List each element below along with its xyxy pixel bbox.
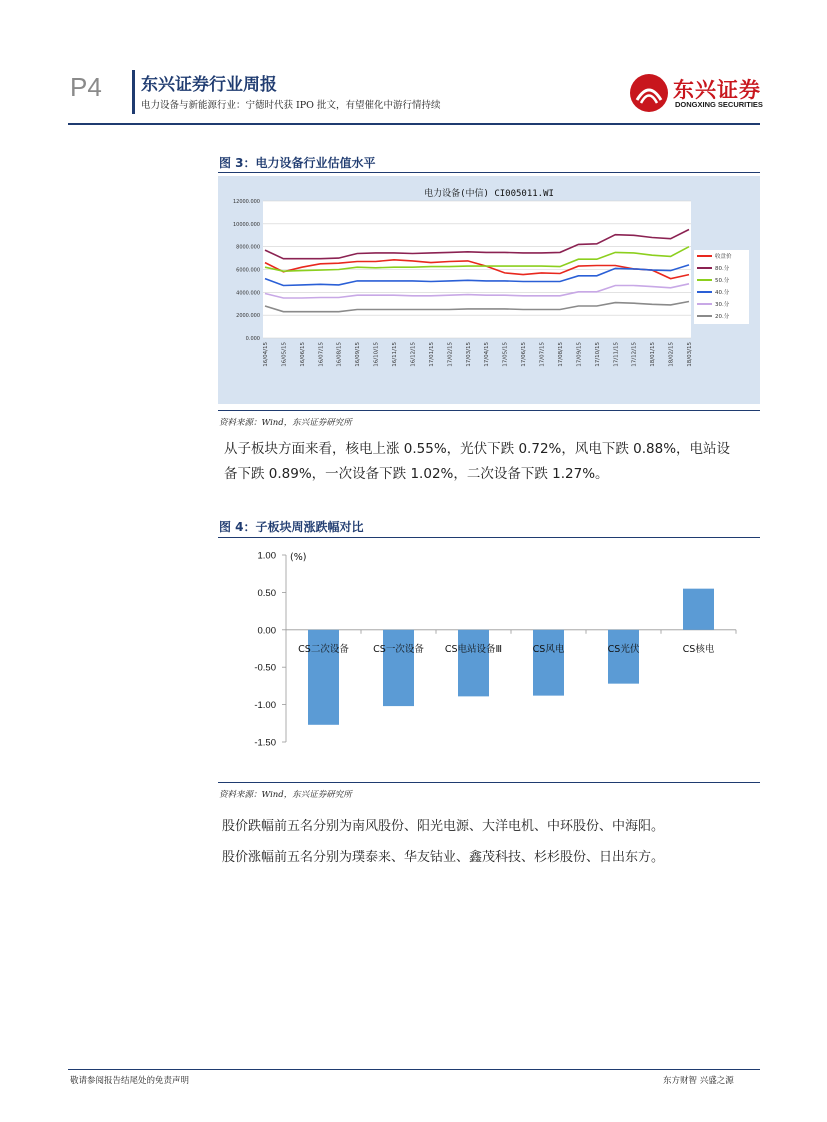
figure4-y-tick-label: -0.50 [254, 662, 276, 674]
page-number: P4 [70, 72, 102, 102]
figure4-y-tick-label: -1.50 [254, 737, 276, 749]
figure3-x-tick-label: 17/02/15 [447, 342, 454, 367]
figure3-x-tick-label: 17/12/15 [631, 342, 638, 367]
figure3-line-chart [218, 176, 760, 404]
figure3-y-tick-label: 0.000 [245, 336, 260, 342]
figure3-x-tick-label: 18/01/15 [650, 342, 657, 367]
figure4-y-tick-label: -1.00 [254, 700, 276, 712]
figure4-bar [608, 630, 639, 684]
logo-text: 东兴证券 [673, 78, 761, 102]
figure4-bar [683, 589, 714, 630]
paragraph-2: 股价跌幅前五名分别为南风股份、阳光电源、大洋电机、中环股份、中海阳。 [222, 819, 665, 834]
figure3-x-tick-label: 18/02/15 [668, 342, 675, 367]
figure4-category-label: CS核电 [682, 643, 715, 655]
figure4-category-label: CS二次设备 [298, 643, 349, 655]
figure3-x-tick-label: 17/09/15 [576, 342, 583, 367]
figure3-legend-label: 30.分 [715, 302, 730, 308]
footer-disclaimer: 敬请参阅报告结尾处的免责声明 [70, 1076, 190, 1086]
figure3-caption: 图 3：电力设备行业估值水平 [219, 156, 376, 170]
figure3-x-tick-label: 16/06/15 [299, 342, 306, 367]
figure4-top-rule [218, 537, 760, 538]
figure4-category-label: CS电站设备Ⅲ [444, 643, 503, 655]
figure3-x-tick-label: 16/09/15 [355, 342, 362, 367]
figure3-x-tick-label: 17/07/15 [539, 342, 546, 367]
footer-rule [68, 1069, 760, 1070]
figure3-y-tick-label: 4000.000 [236, 290, 260, 297]
figure3-legend-label: 20.分 [715, 314, 730, 320]
figure3-x-tick-label: 17/03/15 [465, 342, 472, 367]
report-subtitle: 电力设备与新能源行业：宁德时代获 IPO 批文，有望催化中游行情持续 [141, 100, 441, 111]
figure3-x-tick-label: 16/07/15 [318, 342, 325, 367]
figure3-x-tick-label: 17/05/15 [502, 342, 509, 367]
report-title: 东兴证券行业周报 [141, 75, 277, 95]
figure4-caption: 图 4：子板块周涨跌幅对比 [219, 520, 364, 534]
figure3-legend-label: 40.分 [715, 290, 730, 296]
figure3-x-tick-label: 17/06/15 [521, 342, 528, 367]
figure3-y-tick-label: 10000.000 [232, 221, 260, 228]
figure3-x-tick-label: 16/12/15 [410, 342, 417, 367]
figure3-source: 资料来源：Wind，东兴证券研究所 [219, 418, 352, 428]
figure4-unit-label: (%) [290, 552, 307, 563]
figure4-y-tick-label: 0.50 [257, 587, 276, 599]
figure4-y-tick-label: 0.00 [257, 625, 276, 637]
figure3-x-tick-label: 16/05/15 [281, 342, 288, 367]
figure4-bar [383, 630, 414, 706]
figure3-legend-label: 收盘价 [715, 254, 732, 260]
figure3-x-tick-label: 17/10/15 [594, 342, 601, 367]
figure3-x-tick-label: 17/08/15 [557, 342, 564, 367]
figure3-x-tick-label: 17/01/15 [428, 342, 435, 367]
figure3-chart-title: 电力设备(中信) CI005011.WI [424, 189, 554, 199]
figure4-bar [458, 630, 489, 697]
figure3-x-tick-label: 17/11/15 [613, 342, 620, 367]
footer-slogan: 东方财智 兴盛之源 [663, 1076, 734, 1086]
figure3-y-tick-label: 2000.000 [236, 313, 260, 320]
figure3-x-tick-label: 16/04/15 [263, 342, 269, 367]
figure3-legend-label: 50.分 [715, 278, 730, 284]
figure4-bottom-rule [218, 782, 760, 783]
figure4-bar [533, 630, 564, 696]
figure3-top-rule [218, 172, 760, 173]
logo-subtext: DONGXING SECURITIES [675, 100, 763, 109]
figure4-y-tick-label: 1.00 [257, 550, 276, 562]
paragraph-3: 股价涨幅前五名分别为璞泰来、华友钴业、鑫茂科技、杉杉股份、日出东方。 [222, 850, 665, 865]
figure3-y-tick-label: 12000.000 [232, 199, 260, 205]
figure4-category-label: CS一次设备 [373, 643, 424, 655]
figure3-y-tick-label: 8000.000 [236, 244, 260, 251]
figure3-x-tick-label: 16/08/15 [336, 342, 343, 367]
figure4-category-label: CS风电 [532, 643, 565, 655]
figure4-source: 资料来源：Wind，东兴证券研究所 [219, 790, 352, 800]
paragraph-1-line-1: 从子板块方面来看，核电上涨 0.55%，光伏下跌 0.72%，风电下跌 0.88%，电站设 [224, 441, 731, 457]
header-rule [68, 123, 760, 125]
figure3-y-tick-label: 6000.000 [236, 267, 260, 274]
figure4-category-label: CS光伏 [607, 643, 640, 655]
figure3-legend-label: 80.分 [715, 266, 730, 272]
paragraph-1-line-2: 备下跌 0.89%，一次设备下跌 1.02%，二次设备下跌 1.27%。 [224, 466, 609, 482]
figure3-x-tick-label: 17/04/15 [484, 342, 491, 367]
figure4-bar-chart [218, 540, 760, 778]
figure3-legend-box [694, 250, 749, 324]
figure3-x-tick-label: 16/11/15 [392, 342, 399, 367]
logo-icon [630, 74, 668, 112]
header-divider [132, 70, 135, 114]
figure3-bottom-rule [218, 410, 760, 411]
figure3-x-tick-label: 16/10/15 [373, 342, 380, 367]
figure3-x-tick-label: 18/03/15 [687, 342, 693, 367]
